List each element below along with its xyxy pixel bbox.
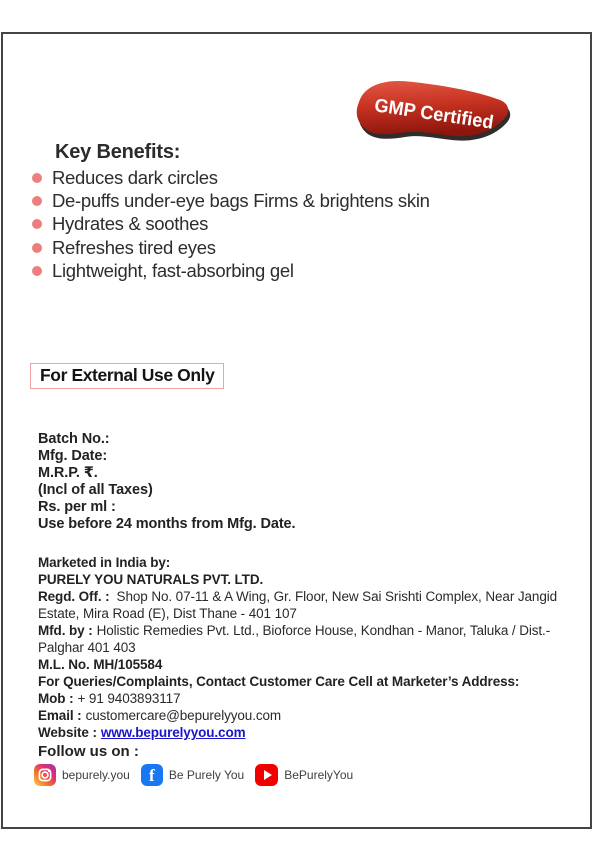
marketer-info-block [38, 554, 576, 741]
email-label: Email : [38, 708, 82, 723]
website-line [38, 724, 576, 741]
regd-office-value: Shop No. 07-11 & A Wing, Gr. Floor, New Sai Srishti Complex, Near Jangid Estate, Mira Road (E), Dist Thane - 401 107 [38, 589, 558, 621]
queries-line: For Queries/Complaints, Contact Customer Care Cell at Marketer’s Address: [38, 674, 520, 689]
youtube-handle: BePurelyYou [284, 768, 354, 782]
mobile-line [38, 690, 576, 707]
regd-office-line [38, 588, 576, 622]
benefit-text: Refreshes tired eyes [52, 236, 216, 258]
bullet-icon [32, 219, 42, 229]
mfg-date-line: Mfg. Date: [38, 448, 108, 464]
key-benefits-list [32, 166, 430, 283]
batch-no-line: Batch No.: [38, 431, 110, 447]
mobile-label: Mob : [38, 691, 74, 706]
email-line [38, 707, 576, 724]
gmp-badge-label: GMP Certified [373, 95, 501, 135]
benefit-item [32, 213, 430, 236]
benefit-item [32, 189, 430, 212]
benefit-text: Lightweight, fast-absorbing gel [52, 260, 294, 282]
mfd-by-value: Holistic Remedies Pvt. Ltd., Bioforce House, Kondhan - Manor, Taluka / Dist.- Palghar 401 403 [38, 623, 551, 655]
social-youtube [255, 764, 353, 786]
company-name: PURELY YOU NATURALS PVT. LTD. [38, 572, 264, 587]
benefit-text: Reduces dark circles [52, 166, 218, 188]
bullet-icon [32, 196, 42, 206]
email-value: customercare@bepurelyyou.com [85, 708, 282, 723]
social-links-row [34, 764, 364, 786]
taxes-line: (Incl of all Taxes) [38, 482, 153, 498]
mobile-value: + 91 9403893117 [77, 691, 181, 706]
facebook-handle: Be Purely You [168, 768, 245, 782]
facebook-glyph: f [148, 766, 155, 785]
mrp-line: M.R.P. ₹. [38, 465, 98, 481]
bullet-icon [32, 173, 42, 183]
regd-office-label: Regd. Off. : [38, 589, 110, 604]
benefit-item [32, 260, 430, 283]
social-facebook [141, 764, 244, 786]
follow-us-heading: Follow us on : [38, 743, 139, 760]
website-label: Website : [38, 725, 97, 740]
gmp-certified-badge [350, 76, 514, 148]
bullet-icon [32, 266, 42, 276]
benefit-text: De-puffs under-eye bags Firms & brightens skin [52, 190, 430, 212]
instagram-icon [34, 764, 56, 786]
benefit-item [32, 236, 430, 259]
marketed-by-label: Marketed in India by: [38, 555, 171, 570]
ml-no-line: M.L. No. MH/105584 [38, 657, 163, 672]
benefit-item [32, 166, 430, 189]
use-before-line: Use before 24 months from Mfg. Date. [38, 516, 296, 532]
play-triangle-icon [264, 770, 272, 780]
key-benefits-heading: Key Benefits: [55, 141, 181, 163]
mfd-by-label: Mfd. by : [38, 623, 93, 638]
facebook-icon [141, 764, 163, 786]
rs-per-ml-line: Rs. per ml : [38, 499, 116, 515]
benefit-text: Hydrates & soothes [52, 213, 209, 235]
website-link[interactable]: www.bepurelyyou.com [100, 725, 246, 740]
youtube-icon [255, 764, 278, 786]
batch-info-block [38, 431, 295, 533]
social-instagram [34, 764, 130, 786]
ribbon-icon [350, 76, 514, 148]
mfd-by-line [38, 622, 576, 656]
bullet-icon [32, 243, 42, 253]
external-use-warning-box: For External Use Only [30, 363, 224, 389]
instagram-handle: bepurely.you [62, 768, 130, 782]
